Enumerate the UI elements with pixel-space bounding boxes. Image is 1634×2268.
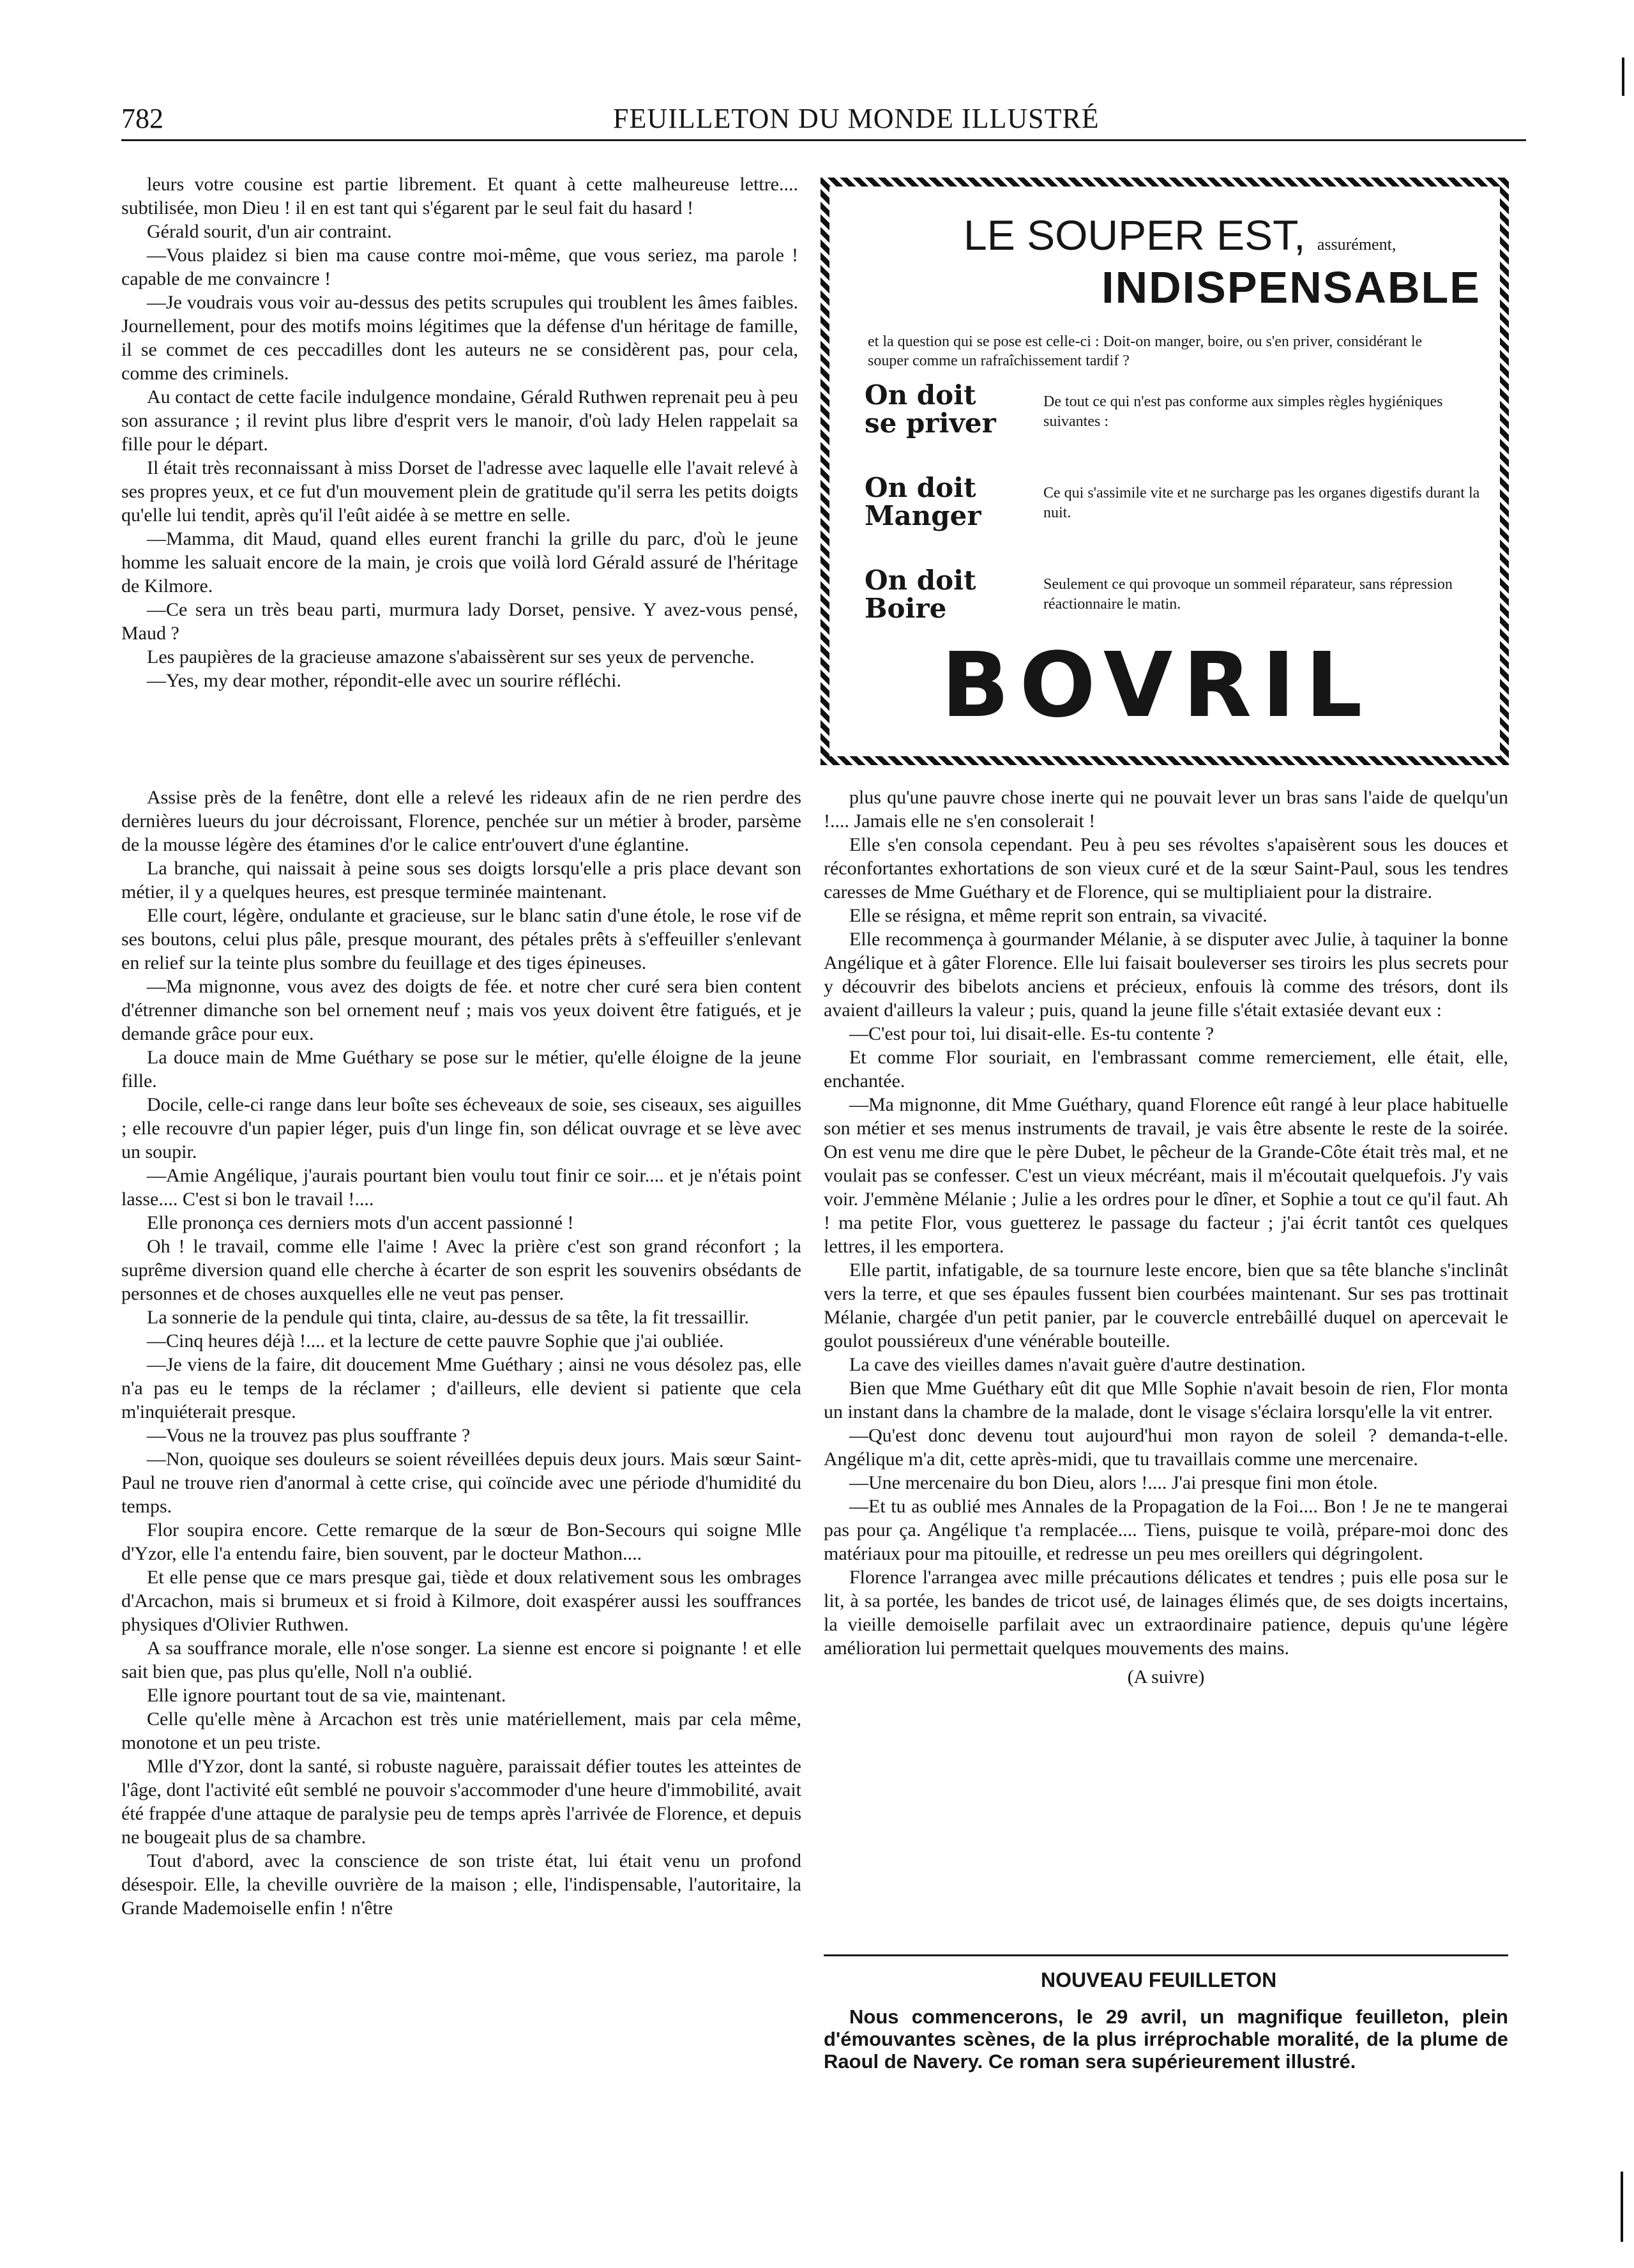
advert-brand: BOVRIL [941, 634, 1373, 738]
paragraph: Elle se résigna, et même reprit son entrain, sa vivacité. [849, 905, 1267, 926]
paragraph: La branche, qui naissait à peine sous ses doigts lorsqu'elle a pris place devant son métier, il y a quelques heures, est presque terminée maintenant. [121, 858, 801, 902]
paragraph: Elle recommença à gourmander Mélanie, à se disputer avec Julie, à taquiner la bonne Angélique et à gâter Florence. Elle lui faisait bouleverser ses tiroirs les plus secrets pour y découvrir des bibelots anciens et précieux, enfouis là comme des trésors, dont ils avaient d'ailleurs la valeur ; puis, quand la jeune fille s'était extasiée devant eux : [824, 929, 1508, 1021]
nouveau-feuilleton-text: Nous commencerons, le 29 avril, un magnifique feuilleton, plein d'émouvantes scènes, de la plus irréprochable moralité, de la plume de Raoul de Navery. Ce roman sera supérieurement illustré. [824, 2005, 1508, 2073]
paragraph: Oh ! le travail, comme elle l'aime ! Avec la prière c'est son grand réconfort ; la suprême diversion quand elle cherche à écarter de son esprit les souvenirs obsédants de personnes et de choses auxquelles elle ne veut pas penser. [121, 1236, 801, 1304]
advert-text-priver: De tout ce qui n'est pas conforme aux simples règles hygiéniques suivantes : [1043, 393, 1443, 430]
advert-text-manger: Ce qui s'assimile vite et ne surcharge pas les organes digestifs durant la nuit. [1043, 485, 1480, 521]
nouveau-feuilleton-title: NOUVEAU FEUILLETON [1041, 1968, 1277, 1991]
paragraph: Celle qu'elle mène à Arcachon est très unie matériellement, mais par cela même, monotone et un peu triste. [121, 1709, 801, 1753]
paragraph: —Amie Angélique, j'aurais pourtant bien voulu tout finir ce soir.... et je n'étais point lasse.... C'est si bon le travail !.... [121, 1165, 801, 1210]
paragraph: —Ce sera un très beau parti, murmura lady Dorset, pensive. Y avez-vous pensé, Maud ? [121, 599, 798, 644]
paragraph: —C'est pour toi, lui disait-elle. Es-tu contente ? [849, 1023, 1214, 1044]
paragraph: Docile, celle-ci range dans leur boîte ses écheveaux de soie, ses ciseaux, ses aiguilles ; elle recouvre d'un papier léger, puis d'un linge fin, son délicat ouvrage et se lève avec un soupir. [121, 1094, 801, 1162]
paragraph: Flor soupira encore. Cette remarque de la sœur de Bon-Secours qui soigne Mlle d'Yzor, elle l'a entendu faire, bien souvent, par le docteur Mathon.... [121, 1519, 801, 1564]
paragraph: Mlle d'Yzor, dont la santé, si robuste naguère, paraissait défier toutes les atteintes de l'âge, dont l'activité eût semblé ne pouvoir s'accommoder d'une heure d'immobilité, avait été frappée d'une attaque de paralysie peu de temps après l'arrivée de Florence, et depuis ne bougeait plus de sa chambre. [121, 1756, 801, 1848]
paragraph: Bien que Mme Guéthary eût dit que Mlle Sophie n'avait besoin de rien, Flor monta un instant dans la chambre de la malade, dont le visage s'éclaira lorsqu'elle la vit entrer. [824, 1378, 1508, 1422]
paragraph: Tout d'abord, avec la conscience de son triste état, lui était venu un profond désespoir. Elle, la cheville ouvrière de la maison ; elle, l'indispensable, l'autoritaire, la Grande Mademoiselle enfin ! n'être [121, 1850, 801, 1919]
paragraph: Au contact de cette facile indulgence mondaine, Gérald Ruthwen reprenait peu à peu son assurance ; il revint plus libre d'esprit vers le manoir, d'où lady Helen rappelait sa fille pour le départ. [121, 386, 798, 455]
paragraph: —Non, quoique ses douleurs se soient réveillées depuis deux jours. Mais sœur Saint-Paul ne trouve rien d'anormal à cette crise, qui coïncide avec une période d'humidité du temps. [121, 1449, 801, 1517]
paragraph: —Qu'est donc devenu tout aujourd'hui mon rayon de soleil ? demanda-t-elle. Angélique m'a dit, cette après-midi, que tu travaillais comme une mercenaire. [824, 1425, 1508, 1470]
paragraph: —Ma mignonne, dit Mme Guéthary, quand Florence eût rangé à leur place habituelle son métier et ses menus instruments de travail, je vais être absente le reste de la soirée. On est venu me dire que le père Dubet, le pêcheur de la Grande-Côte était très mal, et ne voulait pas se confesser. C'est un vieux mécréant, mais il m'écoutait quelquefois. J'y vais voir. J'emmène Mélanie ; Julie a les ordres pour le dîner, et Sophie a tout ce qu'il faut. Ah ! ma petite Flor, vous guetterez le passage du facteur ; j'ai écrit tantôt ces quelques lettres, il les emportera. [824, 1094, 1508, 1257]
paragraph: leurs votre cousine est partie librement. Et quant à cette malheureuse lettre.... subtilisée, mon Dieu ! il en est tant qui s'égarent par le seul fait du hasard ! [121, 174, 798, 218]
paragraph: —Vous plaidez si bien ma cause contre moi-même, que vous seriez, ma parole ! capable de me convaincre ! [121, 245, 798, 289]
paragraph: —Mamma, dit Maud, quand elles eurent franchi la grille du parc, d'où le jeune homme les saluait encore de la main, je crois que voilà lord Gérald assuré de l'héritage de Kilmore. [121, 528, 798, 597]
paragraph: Assise près de la fenêtre, dont elle a relevé les rideaux afin de ne rien perdre des dernières lueurs du jour décroissant, Florence, penchée sur un métier à broder, parsème de la mousse légère des étamines d'or le calice entr'ouvert d'une églantine. [121, 787, 801, 855]
to-be-continued: (A suivre) [1127, 1666, 1205, 1687]
paragraph: Gérald sourit, d'un air contraint. [147, 221, 392, 242]
header-rule [121, 139, 1526, 141]
paragraph: Elle court, légère, ondulante et gracieuse, sur le blanc satin d'une étole, le rose vif de ses boutons, celui plus pâle, presque mourant, des pétales prêts à s'effeuiller s'enlevant en relief sur la teinte plus sombre du feuillage et des tiges épineuses. [121, 905, 801, 973]
paragraph: —Vous ne la trouvez pas plus souffrante ? [147, 1425, 471, 1446]
paragraph: —Une mercenaire du bon Dieu, alors !.... J'ai presque fini mon étole. [849, 1472, 1378, 1493]
paragraph: —Je viens de la faire, dit doucement Mme Guéthary ; ainsi ne vous désolez pas, elle n'a pas eu le temps de la réclamer ; d'ailleurs, elle devient si patiente que cela m'inquiéterait presque. [121, 1354, 801, 1422]
paragraph: La sonnerie de la pendule qui tinta, claire, au-dessus de sa tête, la fit tressaillir. [147, 1307, 750, 1328]
paragraph: Et comme Flor souriait, en l'embrassant comme remerciement, elle était, elle, enchantée. [824, 1047, 1508, 1092]
edge-mark [1622, 57, 1624, 96]
advert-label-boire: On doit Boire [865, 565, 976, 624]
paragraph: —Yes, my dear mother, répondit-elle avec un sourire réfléchi. [147, 670, 621, 691]
edge-mark [1621, 2172, 1623, 2242]
advert-indispensable: INDISPENSABLE [1101, 263, 1481, 312]
paragraph: Il était très reconnaissant à miss Dorset de l'adresse avec laquelle elle l'avait relevé à ses propres yeux, et ce fut d'un mouvement plein de gratitude qu'il serra les petits doigts qu'elle lui tendit, après qu'il l'eût aidée à se mettre en selle. [121, 457, 798, 526]
page-title: FEUILLETON DU MONDE ILLUSTRÉ [613, 103, 1100, 134]
paragraph: —Et tu as oublié mes Annales de la Propagation de la Foi.... Bon ! Je ne te mangerai pas pour ça. Angélique t'a remplacée.... Tiens, puisque te voilà, prépare-moi donc des matériaux pour ma pitouille, et redresse un peu mes oreillers qui dégringolent. [824, 1496, 1508, 1564]
nouveau-rule [824, 1954, 1508, 1956]
paragraph: La douce main de Mme Guéthary se pose sur le métier, qu'elle éloigne de la jeune fille. [121, 1047, 801, 1092]
advert-question: et la question qui se pose est celle-ci : Doit-on manger, boire, ou s'en priver, considérant le souper comme un rafraîchissement tardif ? [868, 333, 1423, 369]
left-column [121, 786, 801, 1920]
advert-label-priver: On doit se priver [865, 379, 996, 439]
paragraph: A sa souffrance morale, elle n'ose songer. La sienne est encore si poignante ! et elle sait bien que, pas plus qu'elle, Noll n'a oublié. [121, 1638, 801, 1682]
paragraph: plus qu'une pauvre chose inerte qui ne pouvait lever un bras sans l'aide de quelqu'un !.... Jamais elle ne s'en consolerait ! [824, 787, 1508, 832]
paragraph: Florence l'arrangea avec mille précautions délicates et tendres ; puis elle posa sur le lit, à sa portée, les bandes de tricot usé, de lainages élimés que, de ses doigts incertains, la vieille demoiselle parfilait avec un extraordinaire patience, depuis qu'une légère amélioration lui permettait quelques mouvements des mains. [824, 1567, 1508, 1659]
paragraph: Les paupières de la gracieuse amazone s'abaissèrent sur ses yeux de pervenche. [147, 646, 755, 667]
top-column [121, 172, 798, 692]
paragraph: Elle s'en consola cependant. Peu à peu ses révoltes s'apaisèrent sous les douces et réconfortantes exhortations de son vieux curé et de la sœur Saint-Paul, sous les tendres caresses de Mme Guéthary et de Florence, qui se multipliaient pour la distraire. [824, 834, 1508, 902]
bovril-advertisement [821, 178, 1509, 765]
advert-headline: LE SOUPER EST, assurément, [964, 211, 1396, 259]
paragraph: Elle partit, infatigable, de sa tournure leste encore, bien que sa tête blanche s'inclinât vers la terre, et que ses épaules fussent bien courbées maintenant. Sur ses pas trottinait Mélanie, chargée d'un petit panier, par le couvercle entrebâillé duquel on apercevait le goulot poussiéreux d'une vénérable bouteille. [824, 1260, 1508, 1351]
paragraph: Elle prononça ces derniers mots d'un accent passionné ! [147, 1212, 574, 1233]
paragraph: —Ma mignonne, vous avez des doigts de fée. et notre cher curé sera bien content d'étrenner dimanche son bel ornement neuf ; mais vos yeux doivent être fatigués, et je demande grâce pour eux. [121, 976, 801, 1044]
paragraph: —Cinq heures déjà !.... et la lecture de cette pauvre Sophie que j'ai oubliée. [147, 1330, 724, 1351]
paragraph: La cave des vieilles dames n'avait guère d'autre destination. [849, 1354, 1306, 1375]
paragraph: —Je voudrais vous voir au-dessus des petits scrupules qui troublent les âmes faibles. Journellement, pour des motifs moins légitimes que la défense d'un héritage de famille, il se commet de ces peccadilles dont les auteurs ne se considèrent pas, pour cela, comme des criminels. [121, 292, 798, 384]
advert-label-manger: On doit Manger [865, 472, 981, 531]
advert-text-boire: Seulement ce qui provoque un sommeil réparateur, sans répression réactionnaire le matin. [1043, 576, 1453, 613]
paragraph: Et elle pense que ce mars presque gai, tiède et doux relativement sous les ombrages d'Arcachon, mais si brumeux et si froid à Kilmore, doit exaspérer aussi les souffrances physiques d'Olivier Ruthwen. [121, 1567, 801, 1635]
page-number: 782 [121, 103, 163, 134]
paragraph: Elle ignore pourtant tout de sa vie, maintenant. [147, 1685, 506, 1706]
right-column [824, 786, 1508, 1689]
